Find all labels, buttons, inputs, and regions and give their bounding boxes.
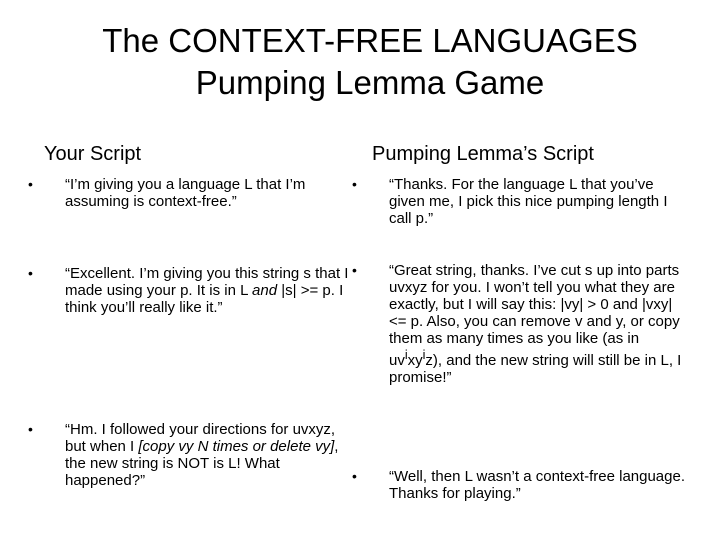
bullet-marker: • <box>352 262 357 278</box>
bullet-marker: • <box>352 468 357 484</box>
left-bullet-3-text <box>65 421 350 489</box>
right-column-heading: Pumping Lemma’s Script <box>372 143 594 165</box>
left-bullet-2-part2: |s| >= p. I think you’ll really like it.” <box>65 282 344 316</box>
left-bullet-2-text <box>65 265 350 316</box>
right-bullet-1-text: “Thanks. For the language L that you’ve given me, I pick this nice pumping length I call p.” <box>389 176 668 227</box>
right-bullet-2-mid: xy <box>407 352 423 369</box>
title-line-1: The CONTEXT-FREE LANGUAGES <box>102 22 638 59</box>
right-bullet-3-text: “Well, then L wasn’t a context-free language. Thanks for playing.” <box>389 468 686 502</box>
right-bullet-2-part2: z), and the new string will still be in L, I promise!” <box>389 352 682 386</box>
bullet-marker: • <box>28 421 33 437</box>
bullet-marker: • <box>352 176 357 192</box>
left-bullet-2 <box>28 265 350 316</box>
left-bullet-3 <box>28 421 350 489</box>
title-line-2: Pumping Lemma Game <box>195 64 545 101</box>
slide-title <box>60 20 680 104</box>
bullet-marker: • <box>28 176 33 192</box>
left-column-heading: Your Script <box>44 143 142 165</box>
superscript-i: i <box>422 348 426 362</box>
superscript-i: i <box>404 348 408 362</box>
right-bullet-3 <box>352 468 692 502</box>
left-bullet-2-emphasis: and <box>252 282 278 299</box>
right-bullet-2 <box>352 262 687 386</box>
left-bullet-1-text: “I’m giving you a language L that I’m assuming is context-free.” <box>65 176 306 210</box>
left-bullet-2-part1: “Excellent. I’m giving you this string s that I made using your p. It is in L <box>65 265 349 299</box>
left-bullet-1 <box>28 176 348 210</box>
left-bullet-3-part2: , the new string is NOT is L! What happened?” <box>65 438 339 489</box>
right-bullet-2-text <box>389 262 687 386</box>
left-bullet-3-part1: “Hm. I followed your directions for uvxyz, but when I <box>65 421 336 455</box>
bullet-marker: • <box>28 265 33 281</box>
left-bullet-3-emphasis: [copy vy N times or delete vy] <box>138 438 335 455</box>
right-bullet-1 <box>352 176 692 227</box>
right-bullet-2-part1: “Great string, thanks. I’ve cut s up into parts uvxyz for you. I won’t tell you what they are exactly, but I will say this: |vy| > 0 and |vxy| <= p. Also, you can remove v and y, or copy them as many times as you like (as in uv <box>389 262 680 369</box>
